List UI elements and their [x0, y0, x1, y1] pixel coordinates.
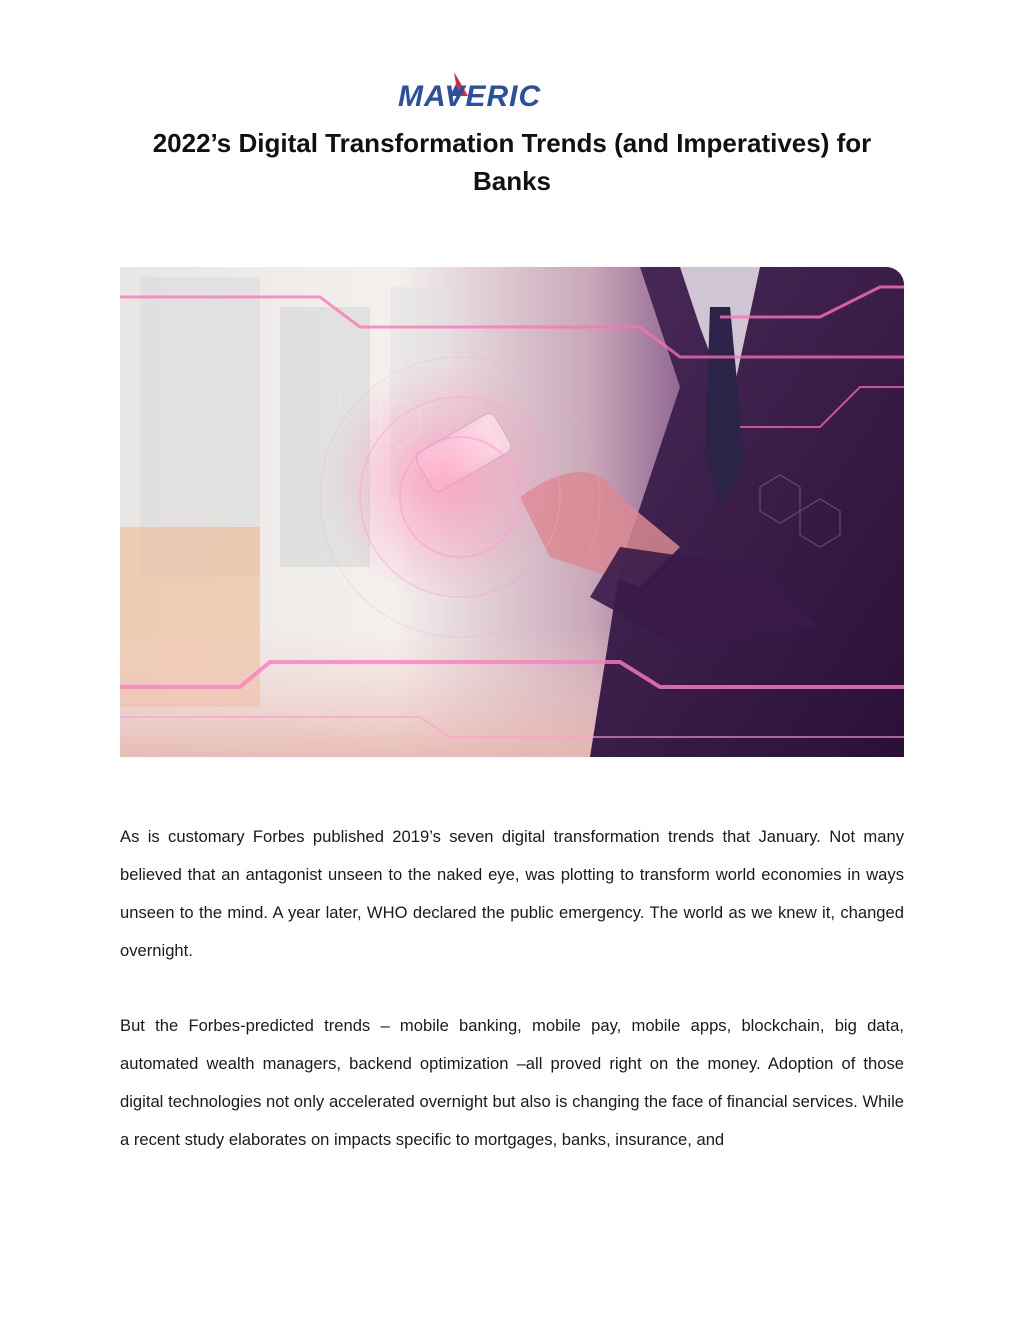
page-title [120, 124, 904, 200]
title-line-1: 2022’s Digital Transformation Trends (and Imperatives) for [152, 128, 872, 158]
hero-image [120, 267, 904, 757]
paragraph-2: But the Forbes-predicted trends – mobile banking, mobile pay, mobile apps, blockchain, big data, automated wealth managers, backend optimization –all proved right on the money. Adoption of those digital technologies not only accelerated overnight but also is changing the face of financial services. While a recent study elaborates on impacts specific to mortgages, banks, insurance, and [120, 1016, 904, 1149]
article-body [120, 818, 904, 1196]
maveric-logo [392, 66, 552, 114]
title-line-2: Banks [472, 166, 552, 196]
logo-text: MAVERIC [398, 80, 542, 113]
paragraph-1: As is customary Forbes published 2019’s seven digital transformation trends that January. Not many believed that an antagonist unseen to the naked eye, was plotting to transform world economies in ways unseen to the mind. A year later, WHO declared the public emergency. The world as we knew it, changed overnight. [120, 827, 904, 960]
